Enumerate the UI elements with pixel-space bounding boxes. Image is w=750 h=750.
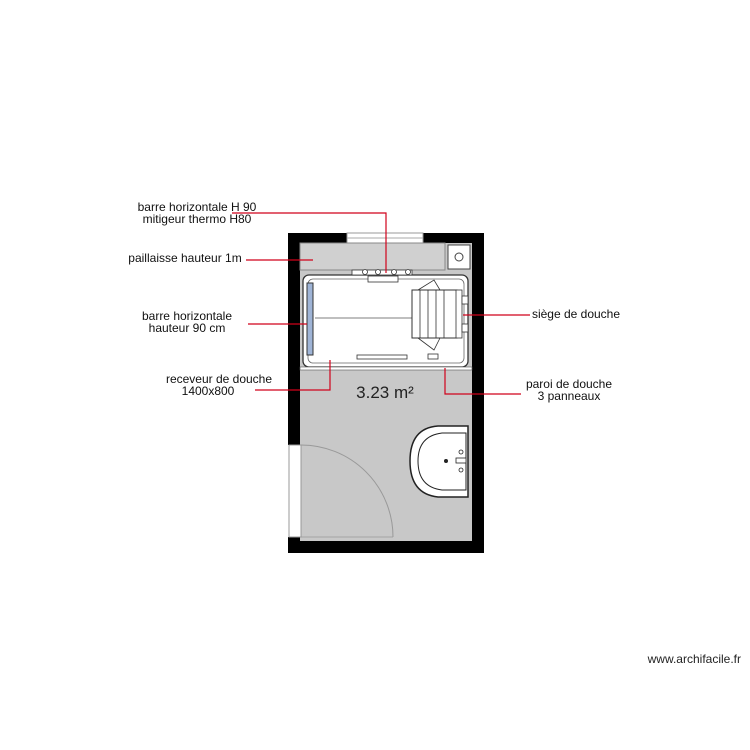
room-area: 3.23 m² [356,383,414,402]
counter [300,243,445,270]
grab-bar-top [352,270,412,275]
label-bar-mixer-line2: mitigeur thermo H80 [142,212,252,226]
label-counter [122,252,248,264]
washbasin [410,426,468,497]
label-shower-tray-line1: receveur de douche [165,372,273,386]
mixer [368,276,398,282]
label-bar-side-line2: hauteur 90 cm [148,321,226,335]
watermark[interactable]: www.archifacile.fr [647,652,741,666]
label-shower-screen-line2: 3 panneaux [537,389,601,403]
label-shower-screen-line1: paroi de douche [525,377,613,391]
label-shower-tray [156,373,282,397]
label-shower-tray-line2: 1400x800 [181,384,235,398]
label-shower-seat-line1: siège de douche [531,307,621,321]
label-counter-line1: paillaisse hauteur 1m [128,251,242,265]
label-shower-seat [526,308,626,320]
label-bar-side-line1: barre horizontale [141,309,233,323]
label-shower-screen [518,378,620,402]
label-bar-mixer-line1: barre horizontale H 90 [137,200,257,214]
shower-screen [300,367,472,370]
electric-box [448,245,470,269]
label-bar-mixer [130,201,264,225]
door-leaf [289,445,301,537]
grab-bar-bottom [357,355,407,359]
label-bar-side [132,310,242,334]
grab-bar-vertical [307,283,313,355]
